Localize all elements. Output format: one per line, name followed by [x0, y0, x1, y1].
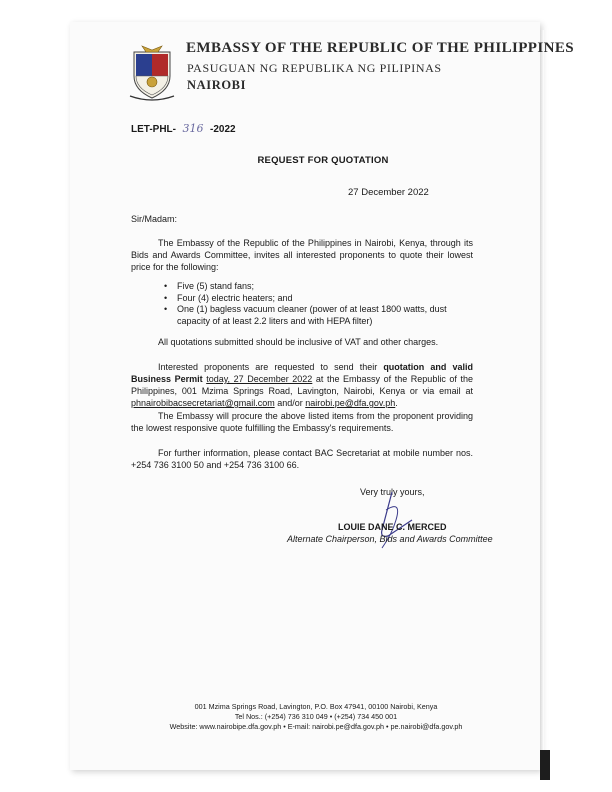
signatory-title: Alternate Chairperson, Bids and Awards Committee [287, 534, 493, 544]
vat-text: All quotations submitted should be inclusive of VAT and other charges. [158, 337, 439, 347]
contact-text: For further information, please contact BAC Secretariat at mobile number nos. +254 736 3100 50 and +254 736 3100 66. [131, 448, 473, 470]
embassy-seal-icon [128, 42, 176, 102]
letterhead-city: NAIROBI [187, 78, 247, 92]
list-item: • One (1) bagless vacuum cleaner (power of at least 1800 watts, dust capacity of at least 2.2 liters and with HEPA filter) [168, 304, 480, 327]
letterhead-title: EMBASSY OF THE REPUBLIC OF THE PHILIPPINES [186, 40, 574, 56]
email-link-embassy[interactable]: nairobi.pe@dfa.gov.ph [305, 398, 396, 408]
contact-paragraph [131, 447, 473, 471]
vat-paragraph [131, 336, 473, 348]
reference-suffix: -2022 [210, 124, 236, 135]
closing-line: Very truly yours, [360, 487, 425, 497]
letter-date: 27 December 2022 [348, 187, 429, 198]
procurement-text: The Embassy will procure the above listed items from the proponent providing the lowest responsive quote fulfilling the Embassy's requirements. [131, 411, 473, 433]
document-title: REQUEST FOR QUOTATION [257, 155, 389, 166]
items-list [168, 281, 480, 327]
submission-paragraph: Interested proponents are requested to send their quotation and valid Business Permit today, 27 December 2022 at the Embassy of the Republic of the Philippines, 001 Mzima Springs Road, Lavington, Nairobi, Kenya or via email at phnairobibacsecretariat@gmail.com and/or nairobi.pe@dfa.gov.ph. [131, 362, 474, 408]
footer-phones: Tel Nos.: (+254) 736 310 049 • (+254) 734 450 001 [234, 712, 398, 721]
list-item: • Four (4) electric heaters; and [168, 293, 480, 305]
submission-requirement: quotation and valid Business Permit [131, 362, 474, 384]
signatory-name: LOUIE DANE C. MERCED [338, 522, 447, 532]
submission-text-2: at the Embassy of the Republic of the Philippines, 001 Mzima Springs Road, Lavington, Nairobi, Kenya or via email at [131, 374, 473, 396]
reference-prefix: LET-PHL- [131, 124, 176, 135]
intro-paragraph [131, 237, 473, 273]
footer-address: 001 Mzima Springs Road, Lavington, P.O. Box 47941, 00100 Nairobi, Kenya [194, 702, 438, 711]
paper-shadow [540, 30, 544, 770]
procurement-paragraph [131, 410, 473, 434]
email-link-bac[interactable]: phnairobibacsecretariat@gmail.com [131, 398, 275, 408]
scan-edge [540, 750, 550, 780]
footer-web: Website: www.nairobipe.dfa.gov.ph • E-mail: nairobi.pe@dfa.gov.ph • pe.nairobi@dfa.gov.ph [169, 722, 463, 731]
handwritten-reference: 316 [182, 122, 204, 135]
letterhead-subtitle: PASUGUAN NG REPUBLIKA NG PILIPINAS [187, 61, 442, 75]
submission-text-1: Interested proponents are requested to send their [158, 362, 384, 372]
deadline-date: today, 27 December 2022 [206, 374, 313, 384]
intro-text: The Embassy of the Republic of the Philippines in Nairobi, Kenya, through its Bids and Awards Committee, invites all interested proponents to quote their lowest price for the following: [131, 238, 473, 272]
list-item: • Five (5) stand fans; [168, 281, 480, 293]
submission-text-3: and/or [274, 398, 306, 408]
salutation: Sir/Madam: [131, 214, 178, 224]
reference-number [131, 122, 236, 135]
